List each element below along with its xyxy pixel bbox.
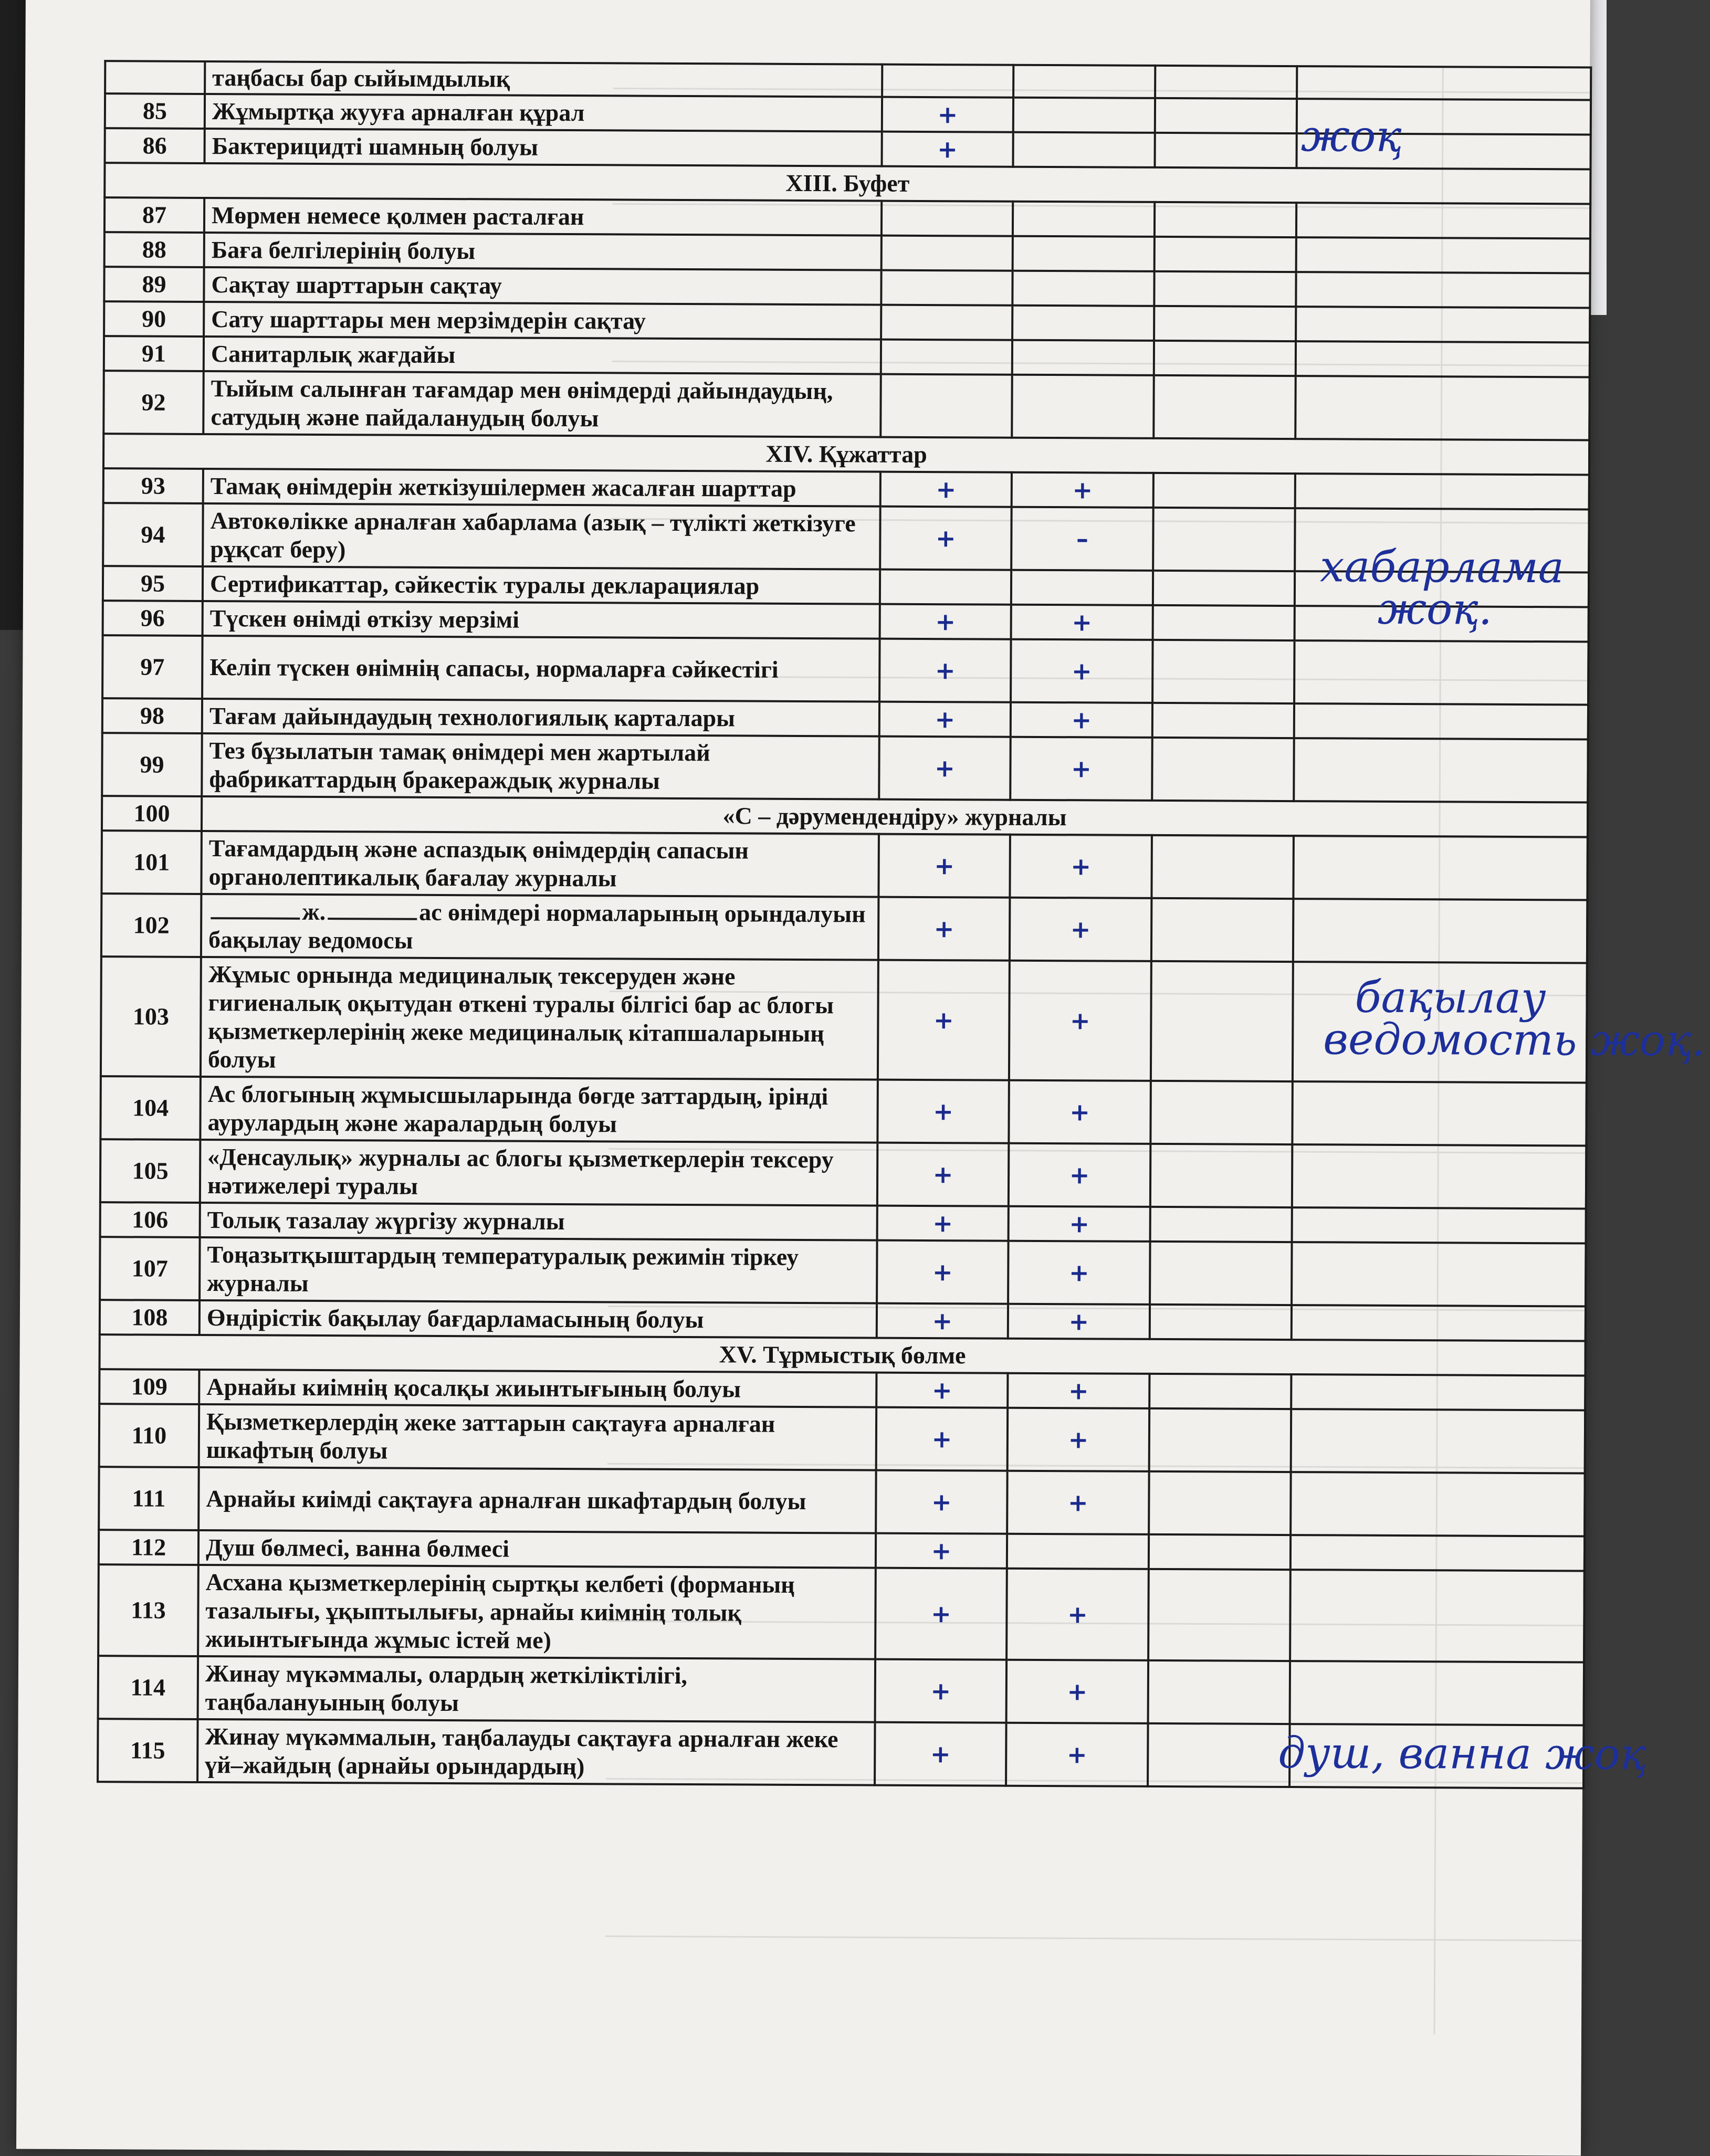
check-mark-1: + [877,1080,1009,1143]
check-mark-2 [1013,98,1155,133]
table-row [100,1202,1586,1243]
check-mark-2: + [1008,1304,1150,1339]
row-text: Бактерицидті шамның болуы [205,129,882,166]
row-number: 86 [105,128,205,163]
row-number: 85 [105,93,205,129]
table-row [99,1369,1585,1410]
empty-cell [1153,473,1295,508]
handwritten-note-102-line2: ведомость жоқ. [1323,1014,1706,1066]
check-mark-2 [1013,236,1155,271]
check-mark-2: + [1008,1241,1150,1305]
notes-cell [1296,237,1590,273]
row-number: 96 [103,601,203,636]
check-mark-1: + [875,1659,1007,1723]
empty-cell [1155,133,1296,168]
check-mark-2 [1012,306,1154,341]
row-number: 106 [100,1202,200,1237]
row-text: «Денсаулық» журналы ас блогы қызметкерлерін тексеру нәтижелері туралы [200,1140,878,1206]
notes-cell [1292,1081,1587,1145]
table-row [103,601,1589,641]
empty-cell [1150,1144,1293,1207]
check-mark-2: + [1009,1206,1150,1242]
row-text: Жұмыс орнында медициналық тексеруден және гигиеналық оқытудан өткені туралы білгісі бар ас блогы қызметкерлерінің жеке медициналық кітапшаларының болуы [201,957,878,1080]
empty-cell [1149,1374,1291,1409]
table-row [102,796,1588,837]
check-mark-1 [881,270,1012,306]
check-mark-2: + [1011,605,1153,640]
empty-cell [1155,66,1297,99]
section-heading-row [104,163,1590,204]
row-number: 114 [98,1656,198,1719]
row-text: Сату шарттары мен мерзімдерін сақтау [204,302,881,340]
row-text: Санитарлық жағдайы [204,336,881,374]
table-row [103,371,1589,440]
table-row [100,1237,1586,1306]
table-row [102,698,1588,739]
row-number: 97 [102,635,203,699]
row-text: Жинау мүкәммалын, таңбалауды сақтауға арналған жеке үй–жайдың (арнайы орындардың) [197,1719,875,1785]
table-row [103,468,1589,509]
table-row [104,301,1590,342]
empty-cell [1155,202,1296,237]
check-mark-2 [1012,271,1154,306]
notes-cell [1295,376,1590,440]
notes-cell [1295,474,1589,509]
handwritten-note-102-line1: бақылау [1355,972,1546,1024]
notes-cell [1290,1570,1585,1662]
table-row [104,197,1590,238]
check-mark-1: + [876,1407,1008,1471]
check-mark-1: + [878,834,1010,898]
check-mark-1 [880,570,1011,605]
check-mark-1: + [875,1722,1006,1786]
handwritten-note-94-line1: хабарлама [1319,542,1564,593]
check-mark-1: + [879,737,1011,800]
row-number: 103 [101,956,201,1077]
empty-cell [1154,306,1296,341]
section-heading: XIV. Құжаттар [103,434,1589,475]
check-mark-1 [882,201,1013,236]
section-heading: XIII. Буфет [104,163,1590,204]
notes-cell [1291,1472,1585,1536]
notes-cell [1292,1242,1586,1306]
empty-cell [1154,271,1296,307]
empty-cell [1153,605,1295,640]
row-number: 105 [100,1139,201,1203]
table-row [99,1530,1585,1571]
table-row [100,1300,1586,1341]
check-mark-2: + [1012,472,1153,508]
row-text: Тағамдардың және аспаздық өнімдердің сапасын органолептикалық бағалау журналы [201,831,879,897]
check-mark-1: + [877,1303,1008,1339]
check-mark-1: + [876,1470,1008,1534]
check-mark-1: + [876,1373,1008,1408]
row-number: 111 [99,1467,199,1530]
table-row [98,1656,1584,1725]
notes-cell [1296,307,1590,342]
table-row [104,267,1590,308]
empty-cell [1149,1408,1292,1472]
table-row [104,336,1590,377]
empty-cell [1148,1569,1291,1661]
check-mark-1 [882,236,1013,271]
check-mark-1: + [882,132,1013,167]
check-mark-1: + [879,702,1011,737]
check-mark-2 [1012,375,1154,438]
check-mark-2: + [1006,1569,1149,1660]
check-mark-2: + [1011,702,1152,738]
row-number: 104 [100,1076,201,1140]
check-mark-1: + [878,897,1010,961]
notes-cell [1296,341,1590,377]
row-number: 98 [102,698,202,733]
empty-cell [1154,341,1296,376]
handwritten-note-86: жоқ [1300,111,1402,162]
notes-cell [1294,738,1588,802]
empty-cell [1150,1207,1292,1242]
empty-cell [1153,375,1296,439]
row-number: 101 [101,830,202,894]
row-text: Тез бұзылатын тамақ өнімдері мен жартылай фабрикаттардың бракераждық журналы [202,733,879,800]
check-mark-1: + [876,1533,1007,1569]
row-number: 109 [99,1369,199,1404]
row-text: «С – дәрумендендіру» журналы [202,796,1588,837]
row-number [105,61,205,94]
row-text: Автокөлікке арналған хабарлама (азық – түлікті жеткізуге рұқсат беру) [203,503,880,570]
check-mark-1: + [880,507,1012,570]
empty-cell [1152,738,1294,801]
notes-cell [1294,640,1589,704]
table-row [101,893,1587,963]
row-number: 87 [104,197,204,233]
row-number: 90 [104,301,204,336]
empty-cell [1013,65,1155,98]
row-text: Баға белгілерінің болуы [204,233,882,270]
row-number: 112 [99,1530,198,1565]
notes-cell [1292,1144,1587,1208]
row-text: Душ бөлмесі, ванна бөлмесі [198,1530,876,1568]
row-text: Қызметкерлердің жеке заттарын сақтауға арналған шкафтың болуы [199,1404,877,1470]
row-number: 107 [100,1237,200,1300]
row-number: 100 [102,796,202,831]
row-text-part: ас өнімдері нормаларының орындалуын бақылау ведомосы [208,898,866,954]
handwritten-note-112: душ, ванна жоқ [1278,1728,1646,1780]
table-row [99,1404,1585,1473]
check-mark-2: + [1011,639,1153,703]
empty-cell [1150,1305,1292,1340]
empty-cell [1152,640,1295,703]
row-number: 108 [100,1300,200,1335]
row-number: 92 [103,371,204,434]
empty-cell [882,65,1013,98]
row-text: Мөрмен немесе қолмен расталған [204,198,882,236]
row-text [201,894,879,960]
notes-cell [1294,703,1588,739]
check-mark-1 [881,305,1012,340]
row-text: Толық тазалау жүргізу журналы [200,1203,877,1240]
row-number: 115 [98,1719,198,1782]
row-text: Арнайы киімді сақтауға арналған шкафтардың болуы [198,1467,876,1533]
row-text: Түскен өнімді өткізу мерзімі [203,601,880,639]
check-mark-2: + [1006,1660,1149,1723]
check-mark-1: + [879,639,1011,702]
table-row [100,1076,1586,1145]
row-number: 88 [104,232,204,267]
check-mark-2: + [1009,1080,1151,1144]
empty-cell [1149,1534,1291,1570]
notes-cell [1291,1409,1586,1473]
row-text: Тоңазытқыштардың температуралық режимін тіркеу журналы [200,1237,877,1303]
row-text: Жинау мүкәммалы, олардың жеткіліктілігі, таңбалануының болуы [198,1656,876,1722]
table-row [98,1564,1585,1662]
check-mark-1: + [880,604,1011,639]
empty-cell [1153,508,1295,571]
check-mark-2 [1007,1534,1149,1569]
check-mark-1: + [877,1240,1009,1304]
check-mark-1 [880,374,1012,438]
inspection-checklist-table [97,60,1592,1789]
check-mark-2: + [1006,1723,1148,1786]
row-text: Сертификаттар, сәйкестік туралы декларациялар [203,566,880,604]
table-row [102,733,1588,802]
empty-cell [1150,1242,1292,1305]
row-number: 89 [104,267,204,302]
notes-cell [1291,1374,1585,1410]
notes-cell [1296,203,1590,238]
notes-cell [1292,1305,1586,1341]
row-text: таңбасы бар сыйымдылық [205,61,882,97]
table-row [102,635,1588,704]
empty-cell [1297,66,1591,100]
document-page [16,0,1706,2155]
row-text: Тыйым салынған тағамдар мен өнімдерді дайындаудың, сатудың және пайдаланудың болуы [203,371,881,437]
notes-cell [1290,1661,1585,1725]
empty-cell [1148,1660,1291,1724]
empty-cell [1155,237,1296,272]
row-text: Тағам дайындаудың технологиялық карталары [202,699,879,737]
row-number: 94 [103,503,203,566]
check-mark-2: + [1009,961,1151,1081]
row-text-part: ж. [302,898,326,925]
table-row [99,1467,1585,1536]
check-mark-2: + [1008,1373,1149,1408]
row-number: 102 [101,893,202,957]
row-number: 91 [104,336,204,371]
empty-cell [1149,1471,1291,1535]
check-mark-2: + [1009,1143,1151,1207]
empty-cell [1151,898,1294,962]
row-text: Жұмыртқа жууға арналған құрал [205,94,882,132]
check-mark-2: + [1010,898,1152,961]
check-mark-1: + [877,1206,1009,1241]
empty-cell [1155,98,1297,133]
empty-cell [1148,1723,1290,1787]
check-mark-2: + [1007,1471,1149,1534]
row-text: Өндірістік бақылау бағдарламасының болуы [200,1300,877,1338]
check-mark-2 [1013,202,1155,237]
notes-cell [1292,1207,1586,1243]
table-row [100,1139,1586,1208]
row-text: Тамақ өнімдерін жеткізушілермен жасалған шарттар [203,469,880,507]
handwritten-note-94-line2: жоқ. [1377,584,1493,635]
empty-cell [1150,1081,1293,1144]
check-mark-1: + [880,472,1012,507]
check-mark-1: + [882,97,1013,132]
section-heading: XV. Тұрмыстық бөлме [99,1334,1585,1375]
row-text: Ас блогының жұмысшыларында бөгде заттардың, ірінді аурулардың және жаралардың болуы [200,1077,878,1143]
check-mark-2: + [1010,737,1152,801]
check-mark-2 [1011,570,1153,605]
empty-cell [1152,703,1294,738]
row-text: Сақтау шарттарын сақтау [204,267,881,305]
check-mark-1: + [875,1568,1007,1660]
blank-line [211,917,300,920]
check-mark-2 [1012,340,1154,375]
table-row [104,232,1590,273]
notes-cell [1291,1535,1585,1571]
row-number: 113 [98,1564,198,1656]
row-number: 99 [102,733,202,796]
notes-cell [1296,272,1590,308]
section-heading-row [99,1334,1585,1375]
empty-cell [1151,835,1294,899]
table-row [101,830,1587,900]
empty-cell [1151,961,1293,1081]
check-mark-2: + [1008,1408,1150,1471]
check-mark-1: + [878,960,1010,1080]
check-mark-2: – [1011,507,1153,571]
row-text: Арнайы киімнің қосалқы жиынтығының болуы [199,1370,876,1407]
notes-cell [1293,899,1588,963]
row-number: 93 [103,468,203,503]
blank-line [328,918,417,920]
row-number: 95 [103,566,203,601]
empty-cell [1153,571,1295,606]
row-number: 110 [99,1404,200,1467]
check-mark-2 [1013,132,1155,167]
row-text: Келіп түскен өнімнің сапасы, нормаларға сәйкестігі [202,636,880,702]
check-mark-1 [881,340,1012,375]
notes-cell [1293,836,1588,900]
check-mark-2: + [1010,835,1152,898]
section-heading-row [103,434,1589,475]
check-mark-1: + [877,1143,1009,1206]
row-text: Асхана қызметкерлерінің сыртқы келбеті (форманың тазалығы, ұқыптылығы, арнайы киімнің толық жиынтығында жұмыс істей ме) [198,1565,876,1659]
